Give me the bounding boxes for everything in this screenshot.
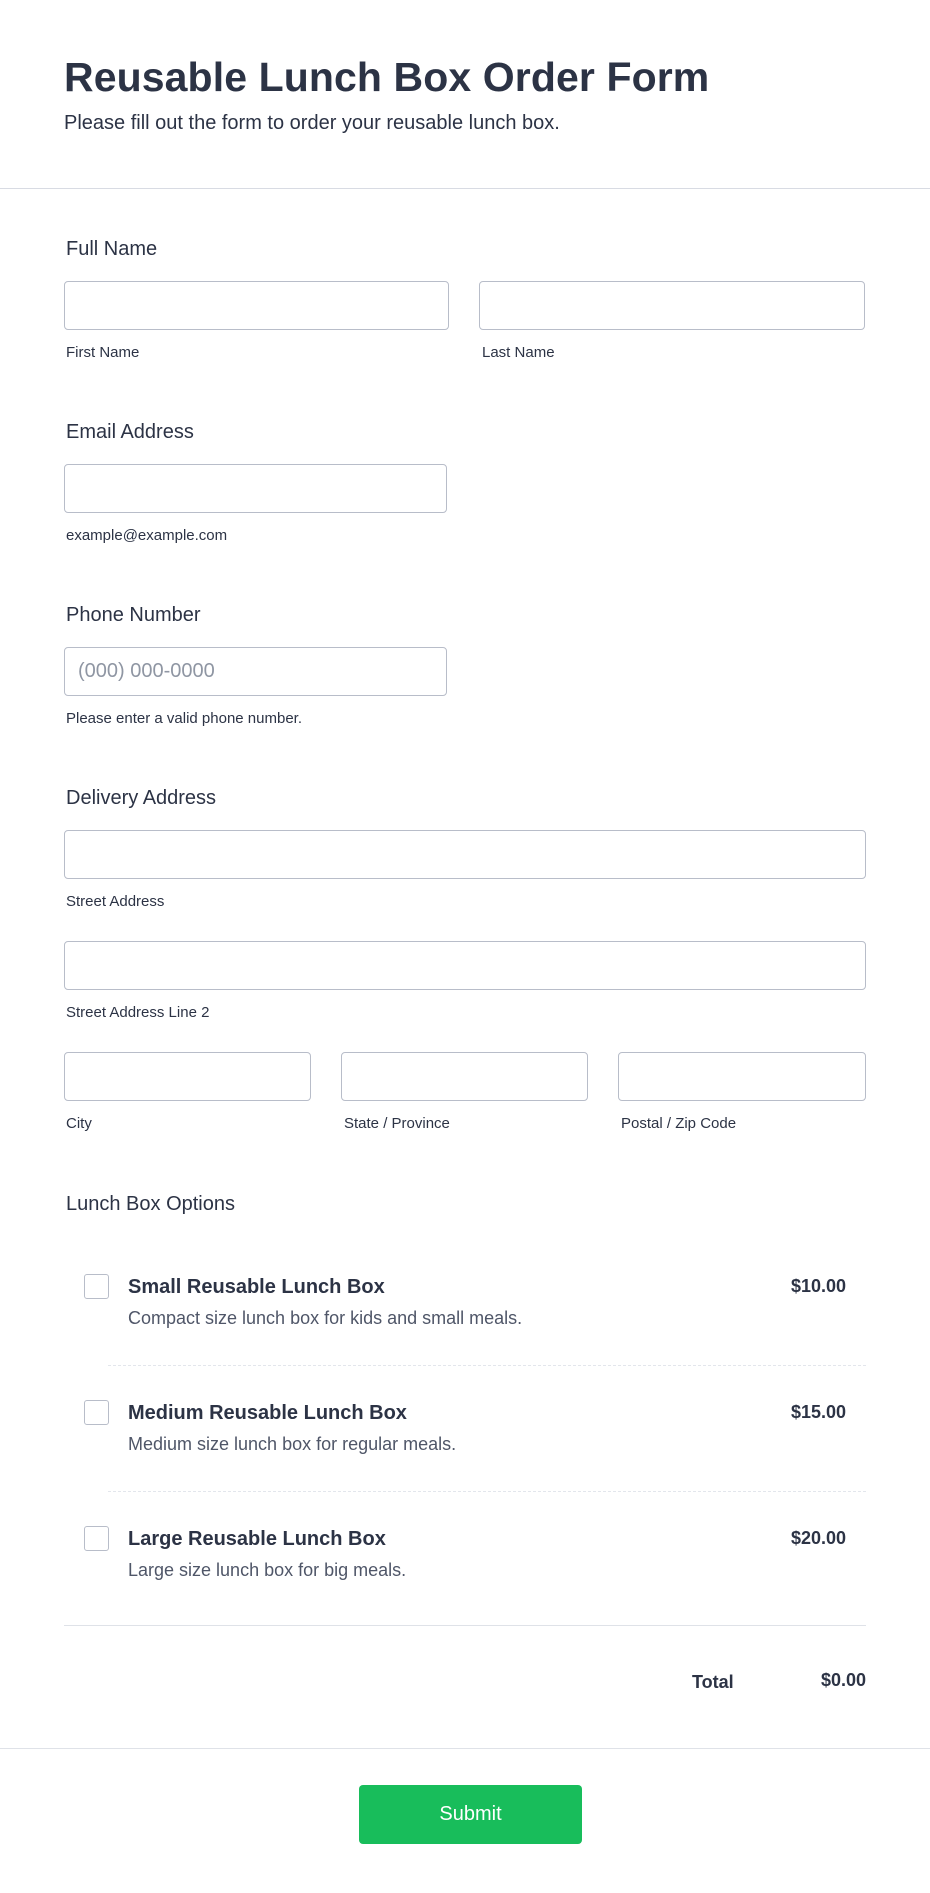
zip-sublabel: Postal / Zip Code	[621, 1115, 737, 1132]
page-title: Reusable Lunch Box Order Form	[64, 54, 710, 100]
email-label: Email Address	[66, 421, 194, 443]
street-address-sublabel: Street Address	[66, 893, 165, 910]
product-description: Medium size lunch box for regular meals.	[128, 1434, 457, 1454]
street-address-input[interactable]	[64, 830, 866, 879]
lunch-box-options-label: Lunch Box Options	[66, 1193, 235, 1215]
page-subtitle: Please fill out the form to order your reusable lunch box.	[64, 112, 560, 134]
product-name: Medium Reusable Lunch Box	[128, 1402, 407, 1424]
product-price: $20.00	[790, 1528, 846, 1548]
email-input[interactable]	[64, 464, 447, 513]
product-checkbox[interactable]	[84, 1526, 109, 1551]
phone-sublabel: Please enter a valid phone number.	[66, 710, 302, 727]
product-item[interactable]	[64, 1366, 866, 1492]
product-price: $10.00	[790, 1276, 846, 1296]
first-name-sublabel: First Name	[66, 344, 140, 361]
product-checkbox[interactable]	[84, 1400, 109, 1425]
phone-input[interactable]	[64, 647, 447, 696]
product-item[interactable]	[64, 1240, 866, 1366]
phone-label: Phone Number	[66, 604, 201, 626]
full-name-label: Full Name	[66, 238, 158, 260]
submit-button[interactable]: Submit	[359, 1785, 582, 1844]
products-divider	[64, 1625, 866, 1626]
street-address-line2-input[interactable]	[64, 941, 866, 990]
street-address-line2-sublabel: Street Address Line 2	[66, 1004, 210, 1021]
last-name-input[interactable]	[479, 281, 865, 330]
product-checkbox[interactable]	[84, 1274, 109, 1299]
footer-divider	[0, 1748, 930, 1749]
city-input[interactable]	[64, 1052, 311, 1101]
product-item[interactable]	[64, 1492, 866, 1618]
address-label: Delivery Address	[66, 787, 217, 809]
zip-input[interactable]	[618, 1052, 866, 1101]
form-header	[0, 0, 930, 189]
total-value: $0.00	[820, 1670, 866, 1690]
product-description: Large size lunch box for big meals.	[128, 1560, 407, 1580]
first-name-input[interactable]	[64, 281, 449, 330]
email-sublabel: example@example.com	[66, 527, 228, 544]
product-name: Small Reusable Lunch Box	[128, 1276, 385, 1298]
last-name-sublabel: Last Name	[482, 344, 555, 361]
product-price: $15.00	[790, 1402, 846, 1422]
state-sublabel: State / Province	[344, 1115, 450, 1132]
state-input[interactable]	[341, 1052, 588, 1101]
product-description: Compact size lunch box for kids and small meals.	[128, 1308, 523, 1328]
total-label: Total	[692, 1672, 734, 1692]
city-sublabel: City	[66, 1115, 92, 1132]
product-name: Large Reusable Lunch Box	[128, 1528, 386, 1550]
